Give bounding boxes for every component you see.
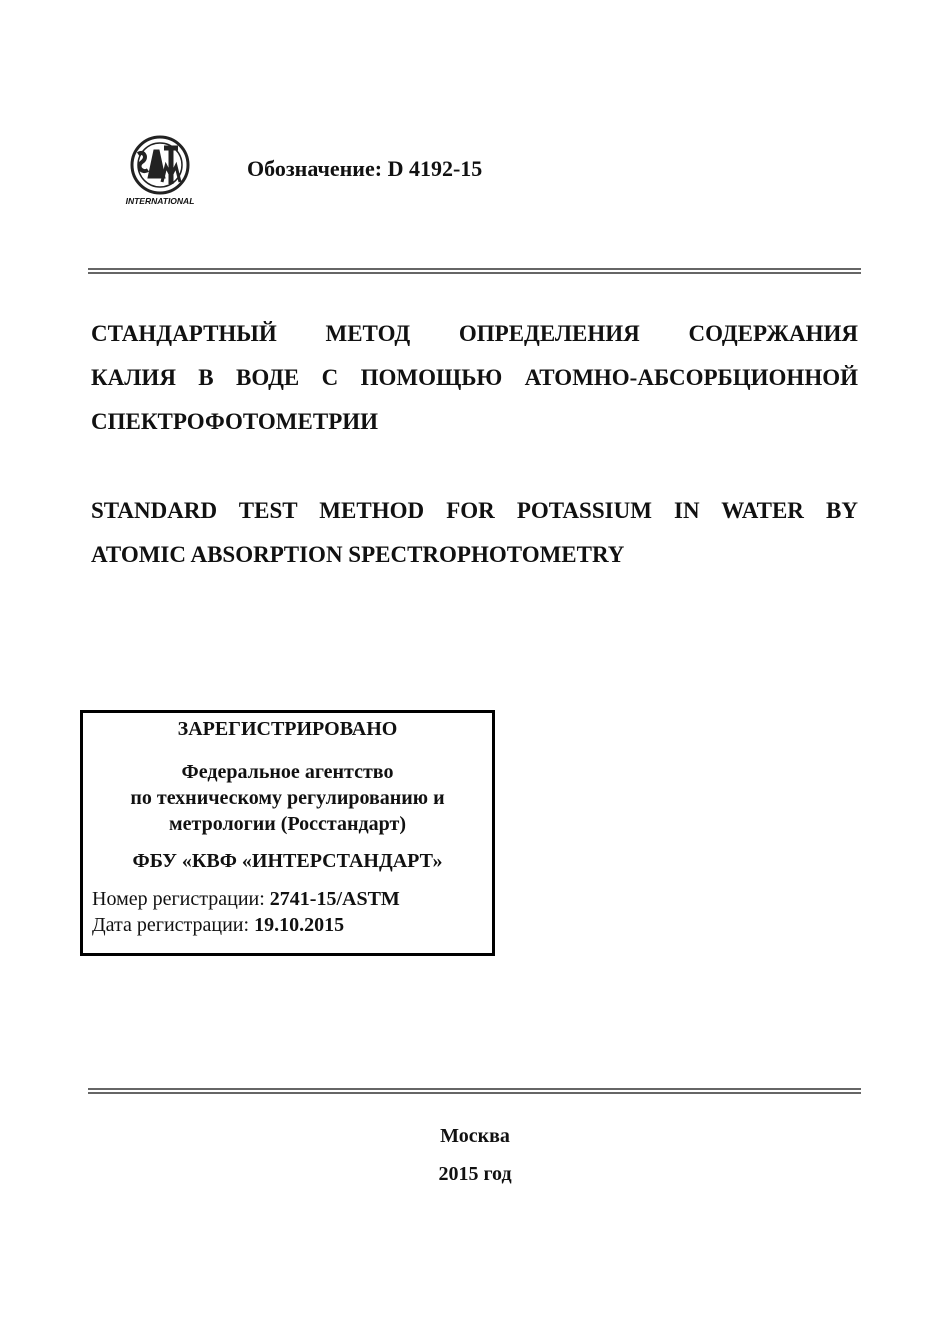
- title-english: [91, 489, 858, 577]
- agency-line-3: метрологии (Росстандарт): [169, 813, 406, 835]
- logo-wordmark: INTERNATIONAL: [125, 196, 195, 206]
- registration-box: [80, 710, 495, 956]
- agency-line-2: по техническому регулированию и: [130, 787, 445, 809]
- agency-line-1: Федеральное агентство: [181, 761, 394, 783]
- publication-city: Москва: [440, 1125, 510, 1147]
- registration-agency: [83, 759, 492, 837]
- title-russian: [91, 312, 858, 444]
- bottom-divider: [88, 1088, 861, 1094]
- title-english-line-2: ATOMIC ABSORPTION SPECTROPHOTOMETRY: [91, 542, 625, 567]
- astm-logo-icon: [118, 132, 202, 208]
- registration-organization: ФБУ «КВФ «ИНТЕРСТАНДАРТ»: [132, 850, 443, 872]
- document-designation: Обозначение: D 4192-15: [247, 156, 483, 181]
- registration-date-value: 19.10.2015: [254, 914, 345, 936]
- registration-date-label: Дата регистрации:: [92, 914, 255, 936]
- registration-heading: ЗАРЕГИСТРИРОВАНО: [177, 718, 398, 740]
- registration-date: [92, 914, 344, 937]
- title-russian-line-2: КАЛИЯ В ВОДЕ С ПОМОЩЬЮ АТОМНО-АБСОРБЦИОННОЙ: [91, 365, 858, 390]
- registration-number: [92, 888, 400, 911]
- publication-year: 2015 год: [438, 1163, 512, 1185]
- title-russian-line-3: СПЕКТРОФОТОМЕТРИИ: [91, 409, 379, 434]
- title-russian-line-1: СТАНДАРТНЫЙ МЕТОД ОПРЕДЕЛЕНИЯ СОДЕРЖАНИЯ: [91, 321, 858, 346]
- registration-number-label: Номер регистрации:: [92, 888, 270, 910]
- title-english-line-1: STANDARD TEST METHOD FOR POTASSIUM IN WATER BY: [91, 498, 858, 523]
- top-divider: [88, 268, 861, 274]
- astm-logo: [118, 132, 202, 208]
- registration-number-value: 2741-15/ASTM: [269, 888, 400, 910]
